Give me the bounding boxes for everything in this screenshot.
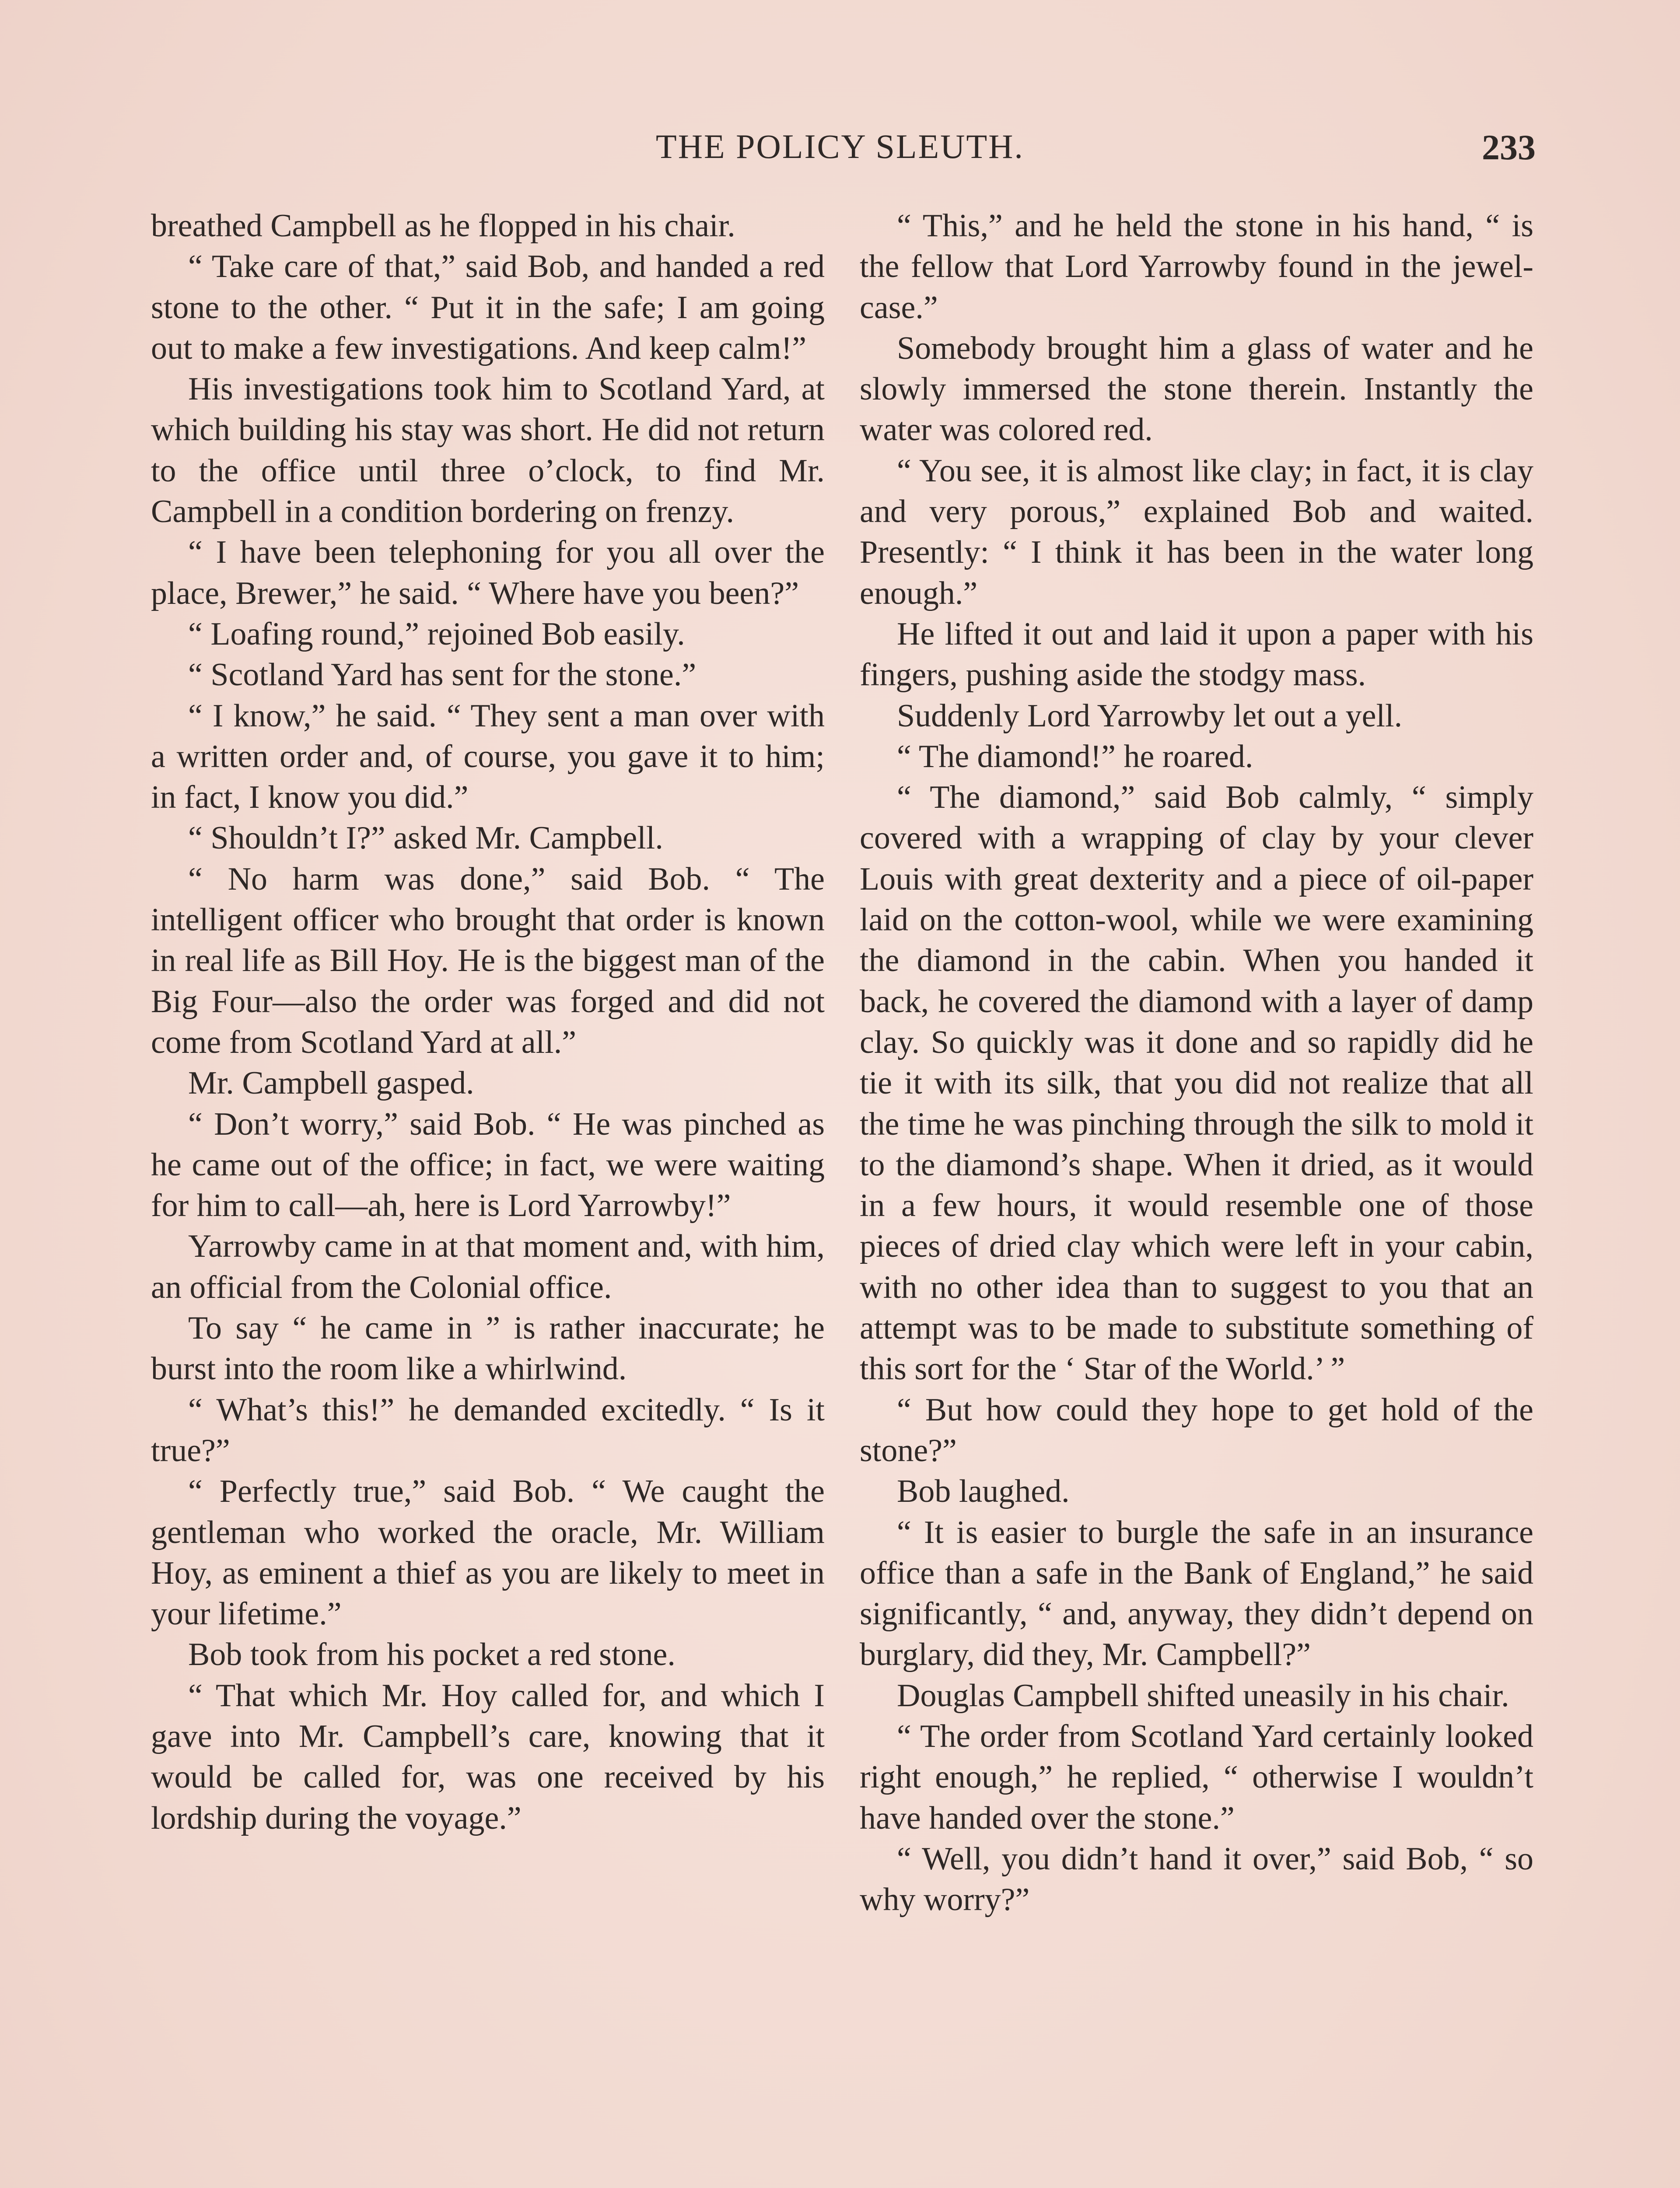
paragraph: “ Scotland Yard has sent for the stone.” bbox=[188, 657, 696, 693]
paragraph: breathed Campbell as he flopped in his chair. bbox=[151, 208, 735, 244]
paragraph: To say “ he came in ” is rather inaccurate; he burst into the room like a whirlwind. bbox=[151, 1310, 825, 1387]
paragraph: “ Take care of that,” said Bob, and handed a red stone to the other. “ Put it in the safe; I am going out to make a few investigations. And keep calm!” bbox=[151, 249, 825, 366]
paragraph: Bob took from his pocket a red stone. bbox=[188, 1637, 676, 1673]
paragraph: “ You see, it is almost like clay; in fact, it is clay and very porous,” explained Bob and waited. Presently: “ I think it has been in the water long enough.” bbox=[860, 452, 1533, 611]
paragraph: Mr. Campbell gasped. bbox=[188, 1065, 474, 1101]
paragraph: Yarrowby came in at that moment and, with him, an official from the Colonial office. bbox=[151, 1228, 825, 1305]
paragraph: “ Don’t worry,” said Bob. “ He was pinched as he came out of the office; in fact, we were waiting for him to call—ah, here is Lord Yarrowby!” bbox=[151, 1106, 825, 1224]
paragraph: His investigations took him to Scotland Yard, at which building his stay was short. He did not return to the office until three o’clock, to find Mr. Campbell in a condition bordering on frenzy. bbox=[151, 371, 825, 530]
paragraph: He lifted it out and laid it upon a paper with his fingers, pushing aside the stodgy mass. bbox=[860, 616, 1533, 693]
paragraph: “ I have been telephoning for you all over the place, Brewer,” he said. “ Where have you been?” bbox=[151, 534, 825, 611]
paragraph: “ Well, you didn’t hand it over,” said Bob, “ so why worry?” bbox=[860, 1841, 1533, 1918]
paragraph: “ The diamond,” said Bob calmly, “ simply covered with a wrapping of clay by your clever Louis with great dexterity and a piece of oil-paper laid on the cotton-wool, while we were examining the diamond in the cabin. When you handed it back, he covered the diamond with a layer of damp clay. So quickly was it done and so rapidly did he tie it with its silk, that you did not realize that all the time he was pinching through the silk to mold it to the diamond’s shape. When it dried, as it would in a few hours, it would resemble one of those pieces of dried clay which were left in your cabin, with no other idea than to suggest to you that an attempt was to be made to substitute something of this sort for the ‘ Star of the World.’ ” bbox=[860, 779, 1533, 1387]
left-column bbox=[151, 206, 825, 1839]
paragraph: “ This,” and he held the stone in his hand, “ is the fellow that Lord Yarrowby found in the jewel-case.” bbox=[860, 208, 1533, 326]
paragraph: Somebody brought him a glass of water and he slowly immersed the stone therein. Instantly the water was colored red. bbox=[860, 330, 1533, 448]
paragraph: “ It is easier to burgle the safe in an insurance office than a safe in the Bank of England,” he said significantly, “ and, anyway, they didn’t depend on burglary, did they, Mr. Campbell?” bbox=[860, 1514, 1533, 1673]
paragraph: Douglas Campbell shifted uneasily in his chair. bbox=[897, 1677, 1509, 1714]
paragraph: “ What’s this!” he demanded excitedly. “ Is it true?” bbox=[151, 1392, 825, 1469]
paragraph: “ No harm was done,” said Bob. “ The intelligent officer who brought that order is known in real life as Bill Hoy. He is the biggest man of the Big Four—also the order was forged and did not come from Scotland Yard at all.” bbox=[151, 861, 825, 1060]
page-number: 233 bbox=[1482, 127, 1536, 167]
paragraph: “ Perfectly true,” said Bob. “ We caught the gentleman who worked the oracle, Mr. William Hoy, as eminent a thief as you are likely to meet in your lifetime.” bbox=[151, 1473, 825, 1632]
running-head bbox=[144, 127, 1536, 175]
paragraph: “ Shouldn’t I?” asked Mr. Campbell. bbox=[188, 820, 663, 856]
paragraph: Suddenly Lord Yarrowby let out a yell. bbox=[897, 698, 1403, 734]
right-column bbox=[860, 206, 1533, 1920]
paragraph: “ The order from Scotland Yard certainly looked right enough,” he replied, “ otherwise I wouldn’t have handed over the stone.” bbox=[860, 1718, 1533, 1836]
paragraph: “ But how could they hope to get hold of the stone?” bbox=[860, 1392, 1533, 1469]
running-title: THE POLICY SLEUTH. bbox=[656, 127, 1024, 165]
paragraph: “ The diamond!” he roared. bbox=[897, 738, 1253, 775]
paragraph: “ I know,” he said. “ They sent a man over with a written order and, of course, you gave it to him; in fact, I know you did.” bbox=[151, 698, 825, 816]
paragraph: Bob laughed. bbox=[897, 1473, 1070, 1510]
paragraph: “ That which Mr. Hoy called for, and which I gave into Mr. Campbell’s care, knowing that it would be called for, was one received by his lordship during the voyage.” bbox=[151, 1677, 825, 1836]
paragraph: “ Loafing round,” rejoined Bob easily. bbox=[188, 616, 685, 652]
